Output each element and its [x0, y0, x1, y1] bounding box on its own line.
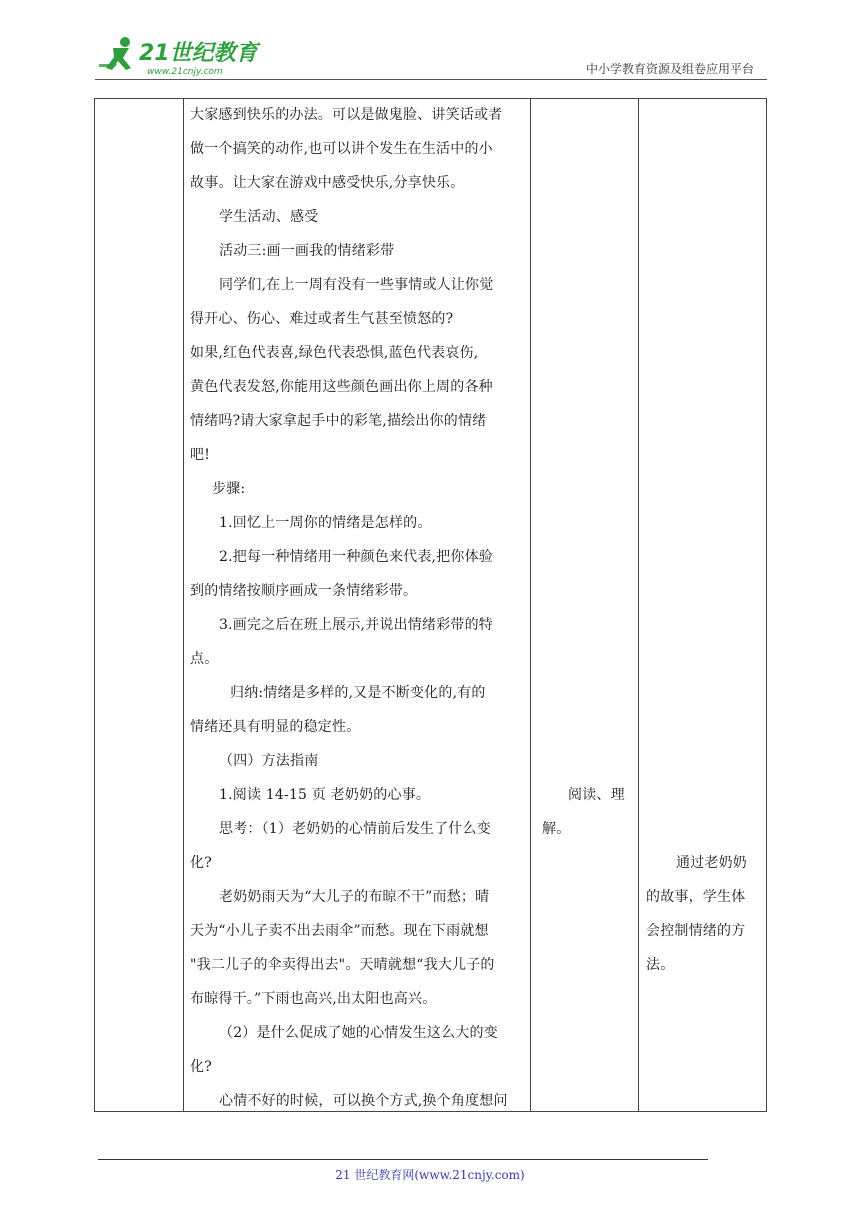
process-line: 3.画完之后在班上展示,并说出情绪彩带的特 [219, 617, 494, 633]
intent-line: 通过老奶奶 [676, 855, 747, 871]
process-line: 2.把每一种情绪用一种颜色来代表,把你体验 [219, 549, 494, 565]
intent-line: 会控制情绪的方 [646, 923, 746, 939]
column-divider [530, 99, 531, 1111]
site-logo [95, 34, 265, 80]
footer-link[interactable]: 21 世纪教育网(www.21cnjy.com) [335, 1168, 525, 1182]
header-divider [95, 79, 767, 80]
process-line: 同学们,在上一周有没有一些事情或人让你觉 [219, 277, 494, 293]
process-line: 心情不好的时候，可以换个方式,换个角度想问 [219, 1093, 508, 1109]
process-line: 1.阅读 14-15 页 老奶奶的心事。 [219, 787, 431, 803]
logo-url-text: www.21cnjy.com [147, 67, 223, 77]
intent-line: 法。 [646, 957, 675, 973]
column-divider [638, 99, 639, 1111]
process-line: 归纳:情绪是多样的,又是不断变化的,有的 [230, 685, 486, 701]
process-line: 步骤: [212, 481, 246, 497]
process-line: 天为“小儿子卖不出去雨伞”而愁。现在下雨就想 [190, 923, 489, 939]
platform-title: 中小学教育资源及组卷应用平台 [585, 62, 754, 76]
process-line: "我二儿子的伞卖得出去"。天晴就想“我大儿子的 [190, 957, 495, 973]
process-line: 黄色代表发怒,你能用这些颜色画出你上周的各种 [190, 379, 493, 395]
process-line: 化? [190, 855, 212, 871]
intent-line: 的故事，学生体 [646, 889, 746, 905]
process-line: 做一个搞笑的动作,也可以讲个发生在生活中的小 [190, 141, 493, 157]
process-line: 布晾得干。”下雨也高兴,出太阳也高兴。 [190, 991, 437, 1007]
process-line: （2）是什么促成了她的心情发生这么大的变 [219, 1025, 498, 1041]
process-line: 情绪还具有明显的稳定性。 [190, 719, 361, 735]
activity-line: 阅读、理 [568, 787, 625, 803]
process-line: 吧! [190, 447, 211, 463]
process-line: （四）方法指南 [219, 753, 319, 769]
process-line: 到的情绪按顺序画成一条情绪彩带。 [190, 583, 418, 599]
process-line: 得开心、伤心、难过或者生气甚至愤怒的? [190, 311, 454, 327]
process-line: 如果,红色代表喜,绿色代表恐惧,蓝色代表哀伤, [190, 345, 479, 361]
process-line: 故事。让大家在游戏中感受快乐,分享快乐。 [190, 175, 465, 191]
column-divider [183, 99, 184, 1111]
process-line: 活动三:画一画我的情绪彩带 [219, 243, 395, 259]
process-line: 点。 [190, 651, 219, 667]
runner-logo-icon [99, 37, 131, 70]
process-line: 情绪吗?请大家拿起手中的彩笔,描绘出你的情绪 [190, 413, 487, 429]
process-line: 大家感到快乐的办法。可以是做鬼脸、讲笑话或者 [190, 107, 503, 123]
process-line: 老奶奶雨天为“大儿子的布晾不干”而愁；晴 [219, 889, 490, 905]
process-line: 学生活动、感受 [219, 209, 319, 225]
process-line: 思考：（1）老奶奶的心情前后发生了什么变 [219, 821, 491, 837]
footer-divider [98, 1159, 708, 1160]
activity-line: 解。 [542, 821, 571, 837]
process-line: 1.回忆上一周你的情绪是怎样的。 [219, 515, 432, 531]
process-line: 化? [190, 1059, 212, 1075]
logo-main-text: 21世纪教育 [139, 41, 258, 66]
